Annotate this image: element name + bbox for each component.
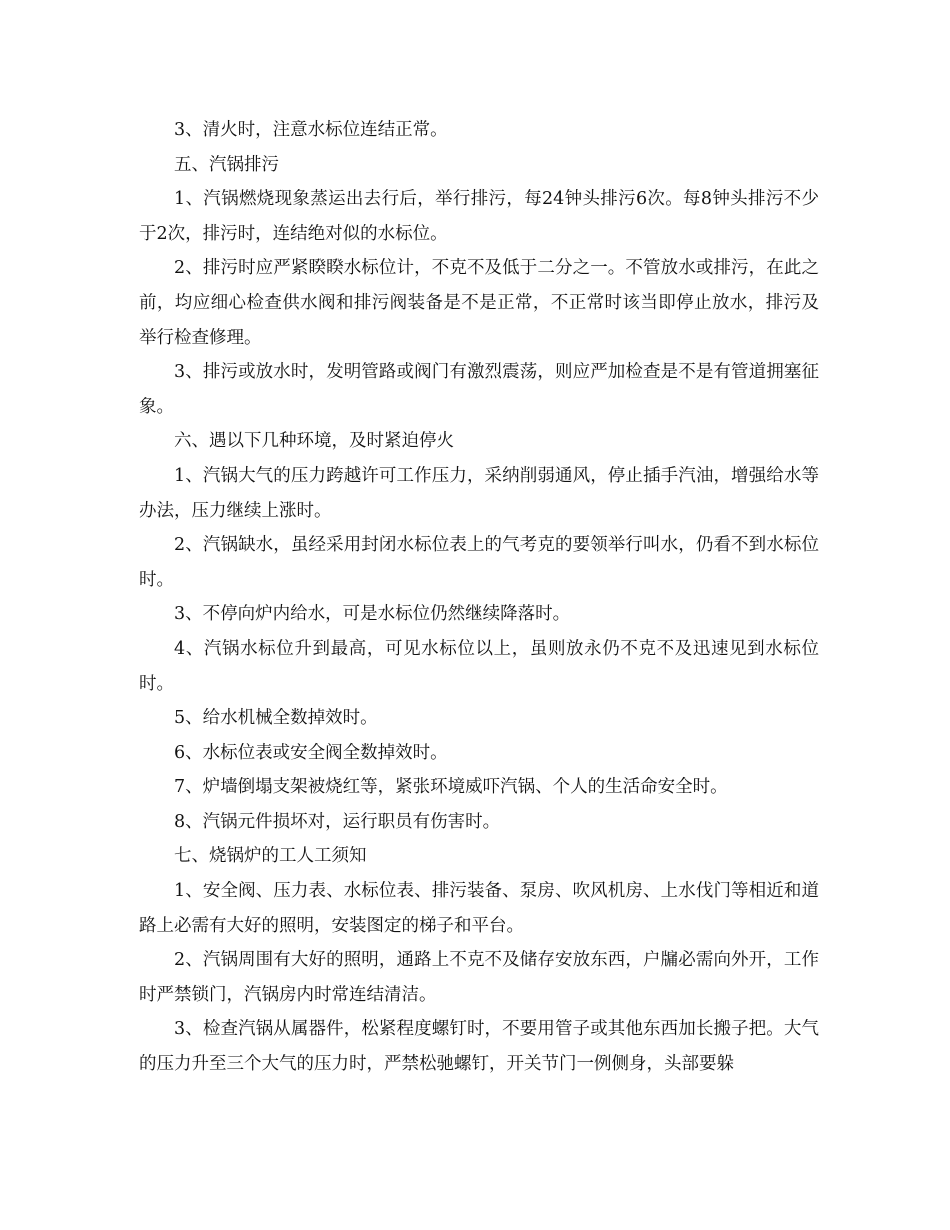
paragraph: 1、汽锅燃烧现象蒸运出去行后，举行排污，每24钟头排污6次。每8钟头排污不少于2次，排污时，连结绝对似的水标位。 — [139, 189, 819, 244]
section-heading: 六、遇以下几种环境，及时紧迫停火 — [174, 431, 454, 452]
paragraph: 3、清火时，注意水标位连结正常。 — [174, 120, 448, 140]
paragraph: 2、排污时应严紧睽睽水标位计，不克不及低于二分之一。不管放水或排污，在此之前，均应细心检查供水阀和排污阀装备是不是正常，不正常时该当即停止放水，排污及举行检查修理。 — [139, 258, 819, 348]
section-heading: 五、汽锅排污 — [174, 154, 279, 175]
paragraph: 3、不停向炉内给水，可是水标位仍然继续降落时。 — [174, 604, 571, 625]
paragraph: 6、水标位表或安全阀全数掉效时。 — [174, 742, 448, 763]
paragraph: 5、给水机械全数掉效时。 — [174, 708, 378, 729]
document-body — [139, 113, 819, 1082]
paragraph: 2、汽锅周围有大好的照明，通路上不克不及储存安放东西，户牖必需向外开，工作时严禁锁门，汽锅房内时常连结清洁。 — [139, 950, 819, 1005]
paragraph: 1、汽锅大气的压力跨越许可工作压力，采纳削弱通风，停止插手汽油，增强给水等办法，压力继续上涨时。 — [139, 465, 819, 521]
section-heading: 七、烧锅炉的工人工须知 — [174, 846, 367, 867]
paragraph: 1、安全阀、压力表、水标位表、排污装备、泵房、吹风机房、上水伐门等相近和道路上必需有大好的照明，安装图定的梯子和平台。 — [139, 881, 819, 936]
paragraph: 8、汽锅元件损坏对，运行职员有伤害时。 — [174, 811, 501, 832]
paragraph: 3、排污或放水时，发明管路或阀门有激烈震荡，则应严加检查是不是有管道拥塞征象。 — [139, 362, 819, 417]
paragraph: 3、检查汽锅从属器件，松紧程度螺钉时，不要用管子或其他东西加长搬子把。大气的压力升至三个大气的压力时，严禁松驰螺钉，开关节门一例侧身，头部要躲 — [139, 1019, 819, 1075]
paragraph: 2、汽锅缺水，虽经采用封闭水标位表上的气考克的要领举行叫水，仍看不到水标位时。 — [139, 535, 819, 590]
paragraph: 7、炉墙倒塌支架被烧红等，紧张环境威吓汽锅、个人的生活命安全时。 — [174, 777, 728, 798]
paragraph: 4、汽锅水标位升到最高，可见水标位以上，虽则放永仍不克不及迅速见到水标位时。 — [139, 638, 819, 694]
